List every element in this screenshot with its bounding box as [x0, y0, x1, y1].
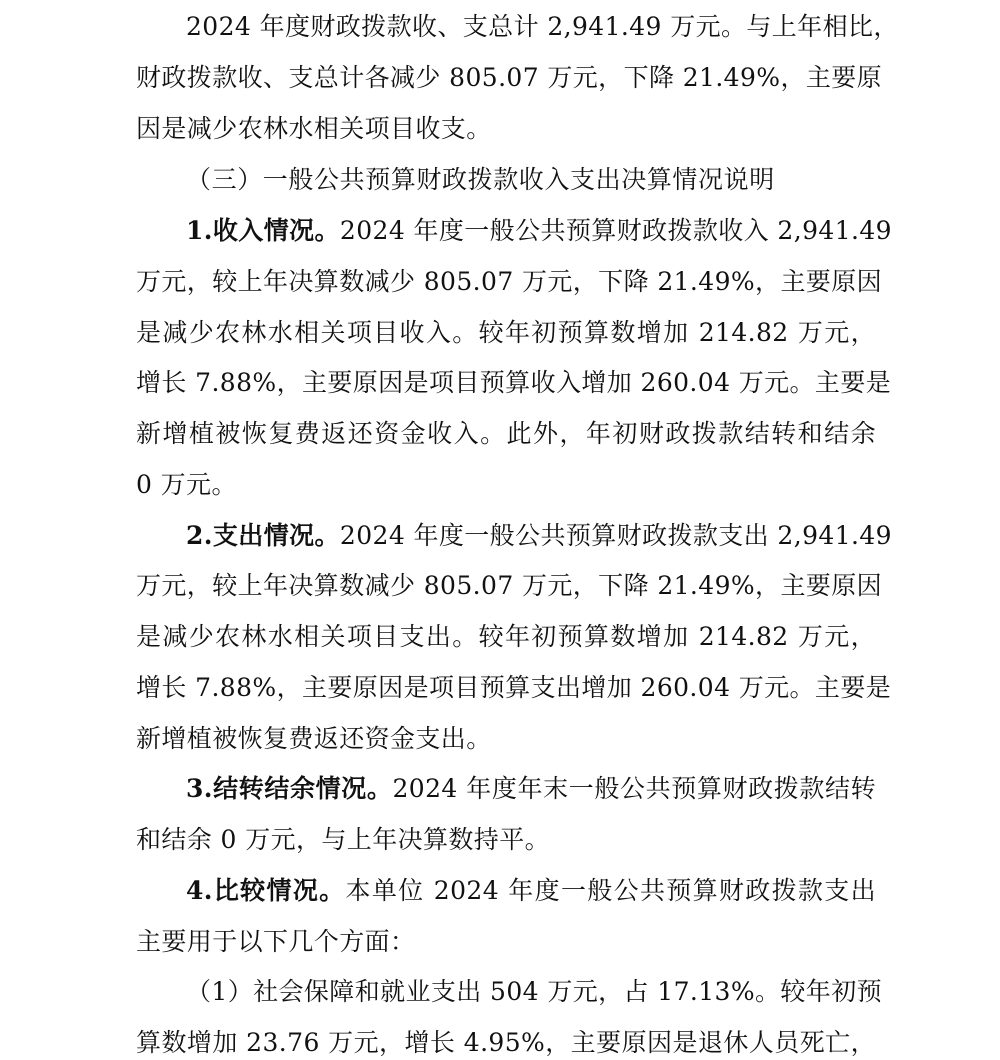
income-paragraph-line-3: 是减少农林水相关项目收入。较年初预算数增加 214.82 万元， [136, 318, 876, 347]
expenditure-line-1-text: 2024 年度一般公共预算财政拨款支出 2,941.49 [339, 521, 892, 550]
carryover-label: 3.结转结余情况。 [186, 774, 393, 803]
expenditure-paragraph-line-5: 新增植被恢复费返还资金支出。 [136, 724, 492, 753]
expenditure-paragraph-line-3: 是减少农林水相关项目支出。较年初预算数增加 214.82 万元， [136, 622, 876, 651]
totals-paragraph-line-2: 财政拨款收、支总计各减少 805.07 万元，下降 21.49%，主要原 [136, 63, 883, 92]
carryover-paragraph-line-1 [186, 772, 876, 806]
income-label: 1.收入情况。 [186, 216, 340, 245]
totals-paragraph-line-1: 2024 年度财政拨款收、支总计 2,941.49 万元。与上年相比， [186, 12, 899, 41]
carryover-line-1-text: 2024 年度年末一般公共预算财政拨款结转 [392, 774, 876, 803]
income-paragraph-line-5: 新增植被恢复费返还资金收入。此外，年初财政拨款结转和结余 [136, 419, 876, 448]
income-line-1-text: 2024 年度一般公共预算财政拨款收入 2,941.49 [339, 216, 892, 245]
income-paragraph-line-4: 增长 7.88%，主要原因是项目预算收入增加 260.04 万元。主要是 [136, 368, 892, 397]
item-1-line-1: （1）社会保障和就业支出 504 万元，占 17.13%。较年初预 [186, 977, 882, 1006]
comparison-label: 4.比较情况。 [186, 876, 346, 905]
income-paragraph-line-2: 万元，较上年决算数减少 805.07 万元，下降 21.49%，主要原因 [136, 267, 883, 296]
expenditure-paragraph-line-4: 增长 7.88%，主要原因是项目预算支出增加 260.04 万元。主要是 [136, 673, 892, 702]
comparison-paragraph-line-2: 主要用于以下几个方面： [136, 927, 416, 956]
comparison-paragraph-line-1 [186, 874, 876, 908]
expenditure-label: 2.支出情况。 [186, 521, 340, 550]
item-1-line-2: 算数增加 23.76 万元，增长 4.95%，主要原因是退休人员死亡， [136, 1028, 876, 1057]
expenditure-paragraph-line-2: 万元，较上年决算数减少 805.07 万元，下降 21.49%，主要原因 [136, 571, 883, 600]
income-paragraph-line-6: 0 万元。 [136, 470, 237, 499]
income-paragraph-line-1 [186, 214, 892, 248]
expenditure-paragraph-line-1 [186, 519, 892, 553]
comparison-line-1-text: 本单位 2024 年度一般公共预算财政拨款支出 [345, 876, 876, 905]
totals-paragraph-line-3: 因是减少农林水相关项目收支。 [136, 114, 492, 143]
carryover-paragraph-line-2: 和结余 0 万元，与上年决算数持平。 [136, 825, 551, 854]
section-heading: （三）一般公共预算财政拨款收入支出决算情况说明 [186, 165, 775, 194]
